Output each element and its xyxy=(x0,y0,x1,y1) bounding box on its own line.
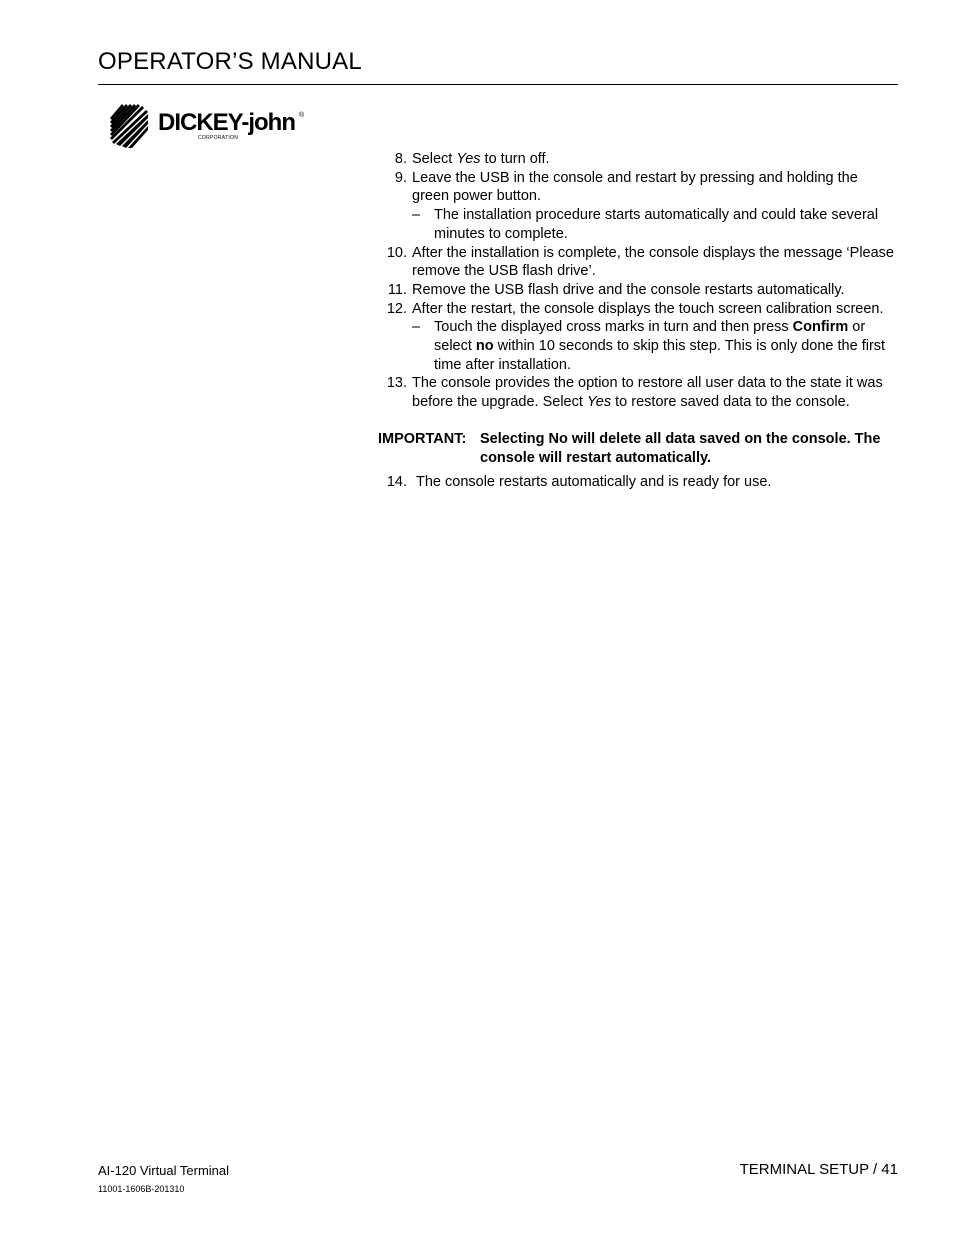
step-8 xyxy=(378,150,898,169)
step-text xyxy=(412,151,550,167)
italic-term: Yes xyxy=(586,394,612,411)
text-run: Remove the USB flash drive and the console restarts automatically. xyxy=(412,281,845,298)
step-12 xyxy=(378,300,898,319)
step-text: The console restarts automatically and is ready for use. xyxy=(416,474,772,491)
text-run: Select xyxy=(412,151,457,167)
footer-product-name: AI-120 Virtual Terminal xyxy=(98,1163,230,1178)
company-logo xyxy=(108,100,308,150)
step-14 xyxy=(378,473,898,492)
numbered-steps xyxy=(378,150,898,412)
step-text xyxy=(412,282,845,298)
italic-term: Yes xyxy=(456,151,481,167)
header-divider xyxy=(98,84,898,85)
step-11 xyxy=(378,281,898,300)
sub-step-text xyxy=(434,319,885,372)
logo-subtitle: CORPORATION xyxy=(198,135,239,141)
important-note xyxy=(378,430,898,467)
important-label: IMPORTANT: xyxy=(378,430,467,447)
step-text xyxy=(412,245,894,280)
step-10 xyxy=(378,244,898,281)
footer-section-page: TERMINAL SETUP / 41 xyxy=(739,1161,898,1178)
text-run: to restore saved data to the console. xyxy=(611,394,850,411)
step-13 xyxy=(378,374,898,411)
important-text: Selecting No will delete all data saved on the console. The console will restart automatically. xyxy=(480,430,881,466)
text-run: to turn off. xyxy=(480,151,550,167)
logo-registered-mark: ® xyxy=(299,112,305,119)
text-run: Touch the displayed cross marks in turn and then press xyxy=(434,319,793,336)
page-header-title: OPERATOR’S MANUAL xyxy=(98,48,362,75)
text-run: After the restart, the console displays the touch screen calibration screen. xyxy=(412,300,884,317)
bold-term: no xyxy=(475,338,494,355)
step-number: 13. xyxy=(386,375,407,392)
logo-emblem-icon xyxy=(108,100,152,150)
bullet-dash: – xyxy=(412,319,421,336)
step-9 xyxy=(378,169,898,206)
step-text xyxy=(412,170,858,205)
text-run: After the installation is complete, the console displays the message ‘Please remove the USB flash drive’. xyxy=(412,244,894,280)
sub-step xyxy=(378,318,898,374)
text-run: within 10 seconds to skip this step. This is only done the first time after installation. xyxy=(434,338,886,373)
logo-wordmark: DICKEY-john xyxy=(158,109,295,136)
bullet-dash: – xyxy=(412,207,421,224)
text-run: The installation procedure starts automatically and could take several minutes to complete. xyxy=(434,207,879,242)
instruction-content xyxy=(378,150,898,492)
text-run: or select xyxy=(434,319,866,355)
step-number: 9. xyxy=(394,169,407,186)
step-text xyxy=(412,375,883,410)
footer-document-code: 11001-1606B-201310 xyxy=(98,1184,185,1194)
step-number: 11. xyxy=(387,281,407,298)
step-number: 10. xyxy=(386,244,407,261)
text-run: Leave the USB in the console and restart by pressing and holding the green power button. xyxy=(412,169,858,205)
step-number: 8. xyxy=(394,151,407,167)
sub-step xyxy=(378,206,898,243)
bold-term: Confirm xyxy=(792,319,849,336)
text-run: The console provides the option to restore all user data to the state it was before the upgrade. Select xyxy=(412,375,883,411)
step-number: 12. xyxy=(386,300,407,317)
sub-step-text xyxy=(434,207,878,242)
step-number: 14. xyxy=(386,474,407,491)
step-text xyxy=(412,301,884,317)
